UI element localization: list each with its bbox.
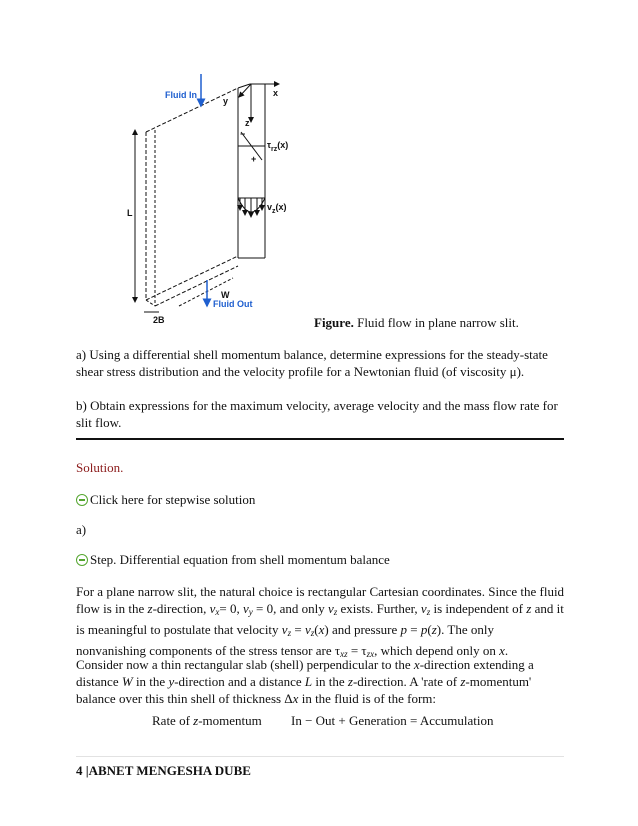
z-axis-label: z (245, 118, 250, 128)
figure-caption: Figure. Fluid flow in plane narrow slit. (314, 315, 519, 330)
equation-right: In − Out + Generation = Accumulation (291, 713, 494, 728)
page-footer: 4 |ABNET MENGESHA DUBE (76, 763, 251, 778)
problem-part-b: b) Obtain expressions for the maximum velocity, average velocity and the mass flow rate for slit flow. (76, 398, 558, 430)
problem-part-a: a) Using a differential shell momentum balance, determine expressions for the steady-state shear stress distribution and the velocity profile for a Newtonian fluid (of viscosity μ). (76, 347, 548, 379)
section-divider (76, 438, 564, 440)
footer-divider (76, 756, 564, 757)
fluid-out-label: Fluid Out (213, 299, 253, 309)
shear-stress-label: $\tau_{rz}(x)$ (267, 140, 289, 153)
step-toggle[interactable] (76, 552, 390, 568)
width-label: W (221, 290, 230, 300)
slit-flow-figure (115, 70, 300, 328)
step-title[interactable]: Step. Differential equation from shell momentum balance (90, 552, 390, 567)
y-axis-label: y (223, 96, 229, 106)
slit-flow-diagram (115, 70, 300, 328)
x-axis-label: x (273, 88, 279, 98)
gap-label: 2B (153, 315, 165, 325)
collapse-minus-icon[interactable] (76, 554, 88, 566)
stepwise-solution-link[interactable]: Click here for stepwise solution (90, 492, 256, 507)
length-label: L (127, 208, 133, 218)
velocity-label: $v_z(x)$ (267, 202, 287, 215)
part-a-label: a) (76, 522, 87, 537)
stepwise-solution-toggle[interactable] (76, 492, 255, 508)
solution-heading: Solution. (76, 460, 124, 475)
minus-sign: − (240, 129, 246, 139)
shell-balance-paragraph: Consider now a thin rectangular slab (shell) perpendicular to the x-direction extending a distance W in the y-direction and a distance L in the z-direction. A 'rate of z-momentum' balance over this thin shell of thickness Δx in the fluid is of the form: (76, 657, 534, 706)
collapse-minus-icon[interactable] (76, 494, 88, 506)
plus-sign: + (251, 154, 257, 164)
slit-walls (135, 84, 279, 312)
fluid-in-label: Fluid In (165, 90, 197, 100)
equation-left: Rate of z-momentum (152, 713, 262, 728)
coordinate-paragraph: For a plane narrow slit, the natural choice is rectangular Cartesian coordinates. Since the fluid flow is in the z-direction, $v_x= 0$, $v_y = 0$, and only $v_z$ exists. Further, $v_z$ is independent of z and it is meaningful to postulate that velocity $v_z = v_z(x)$ and pressure p = p(z). The only nonvanishing components of the stress tensor are $\tau_{xz} = \tau_{zx}$, which depend only on x. (76, 584, 565, 659)
